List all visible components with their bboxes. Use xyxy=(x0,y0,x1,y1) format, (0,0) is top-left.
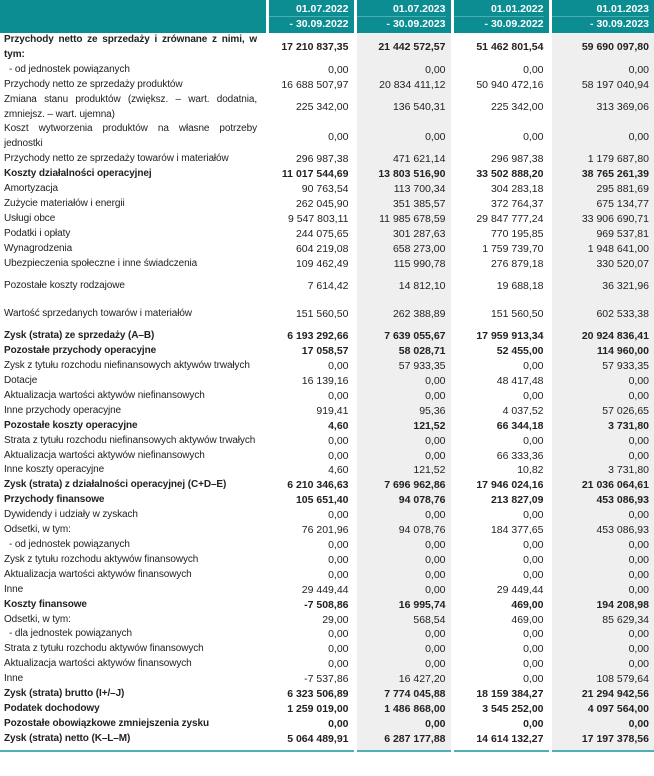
value-cell-period-1: 76 201,96 xyxy=(301,524,349,537)
table-row xyxy=(0,553,654,568)
table-row xyxy=(0,598,654,613)
value-cell-period-3: 0,00 xyxy=(523,389,544,402)
value-cell-period-4: 0,00 xyxy=(550,374,654,389)
row-label: Zużycie materiałów i energii xyxy=(4,197,125,209)
value-cell-period-3: 276 879,18 xyxy=(490,257,544,270)
value-cell-period-2: 0,00 xyxy=(355,627,452,642)
value-cell-period-4: 675 134,77 xyxy=(550,197,654,212)
row-label: Pozostałe obowiązkowe zmniejszenia zysku xyxy=(4,717,209,729)
header-empty-cell xyxy=(0,0,267,33)
value-cell-period-1: 0,00 xyxy=(328,643,349,656)
table-row xyxy=(0,672,654,687)
table-row xyxy=(0,93,654,123)
period-end: - 30.09.2022 xyxy=(269,16,349,31)
value-cell-period-4: 0,00 xyxy=(550,553,654,568)
value-cell-period-2: 0,00 xyxy=(355,583,452,598)
value-cell-period-1: 0,00 xyxy=(328,553,349,566)
value-cell-period-3: 29 449,44 xyxy=(496,583,544,596)
value-cell-period-2: 115 990,78 xyxy=(355,257,452,272)
table-row xyxy=(0,272,654,301)
value-cell-period-3: 469,00 xyxy=(511,613,544,626)
table-row xyxy=(0,449,654,464)
row-label: Podatek dochodowy xyxy=(4,702,100,714)
value-cell-period-2: 0,00 xyxy=(355,568,452,583)
table-row xyxy=(0,627,654,642)
value-cell-period-3: 50 940 472,16 xyxy=(476,78,544,91)
value-cell-period-4: 0,00 xyxy=(550,583,654,598)
value-cell-period-1: 262 045,90 xyxy=(295,197,349,210)
row-label: Aktualizacja wartości aktywów niefinansowych xyxy=(4,449,205,461)
row-label: Ubezpieczenia społeczne i inne świadczenia xyxy=(4,257,198,269)
value-cell-period-2: 0,00 xyxy=(355,508,452,523)
row-label: Wynagrodzenia xyxy=(4,242,73,254)
value-cell-period-2: 113 700,34 xyxy=(355,182,452,197)
row-label: Dywidendy i udziały w zyskach xyxy=(4,509,138,521)
column-header-period-4 xyxy=(550,0,654,33)
value-cell-period-1: 6 323 506,89 xyxy=(287,688,349,701)
value-cell-period-2: 0,00 xyxy=(355,122,452,152)
value-cell-period-1: 0,00 xyxy=(328,130,349,143)
row-label: Amortyzacja xyxy=(4,183,58,195)
value-cell-period-2: 121,52 xyxy=(355,463,452,478)
value-cell-period-4: 0,00 xyxy=(550,122,654,152)
table-row xyxy=(0,583,654,598)
table-row xyxy=(0,478,654,493)
value-cell-period-3: 0,00 xyxy=(523,434,544,447)
value-cell-period-1: 5 064 489,91 xyxy=(287,732,349,745)
value-cell-period-3: 18 159 384,27 xyxy=(476,688,544,701)
value-cell-period-4: 59 690 097,80 xyxy=(550,33,654,63)
value-cell-period-2: 0,00 xyxy=(355,434,452,449)
value-cell-period-1: 604 219,08 xyxy=(295,242,349,255)
value-cell-period-3: 19 688,18 xyxy=(496,279,544,292)
value-cell-period-3: 296 987,38 xyxy=(490,153,544,166)
value-cell-period-1: 6 210 346,63 xyxy=(287,479,349,492)
value-cell-period-2: 0,00 xyxy=(355,717,452,732)
row-label: Aktualizacja wartości aktywów finansowych xyxy=(4,658,192,670)
value-cell-period-1: -7 508,86 xyxy=(304,598,349,611)
value-cell-period-4: 453 086,93 xyxy=(550,493,654,508)
value-cell-period-1: 0,00 xyxy=(328,389,349,402)
value-cell-period-4: 0,00 xyxy=(550,538,654,553)
row-label: Inne xyxy=(4,583,24,595)
table-row xyxy=(0,359,654,374)
value-cell-period-4: 0,00 xyxy=(550,389,654,404)
value-cell-period-1: 0,00 xyxy=(328,628,349,641)
value-cell-period-3: 0,00 xyxy=(523,509,544,522)
value-cell-period-4: 58 197 040,94 xyxy=(550,78,654,93)
value-cell-period-4: 1 948 641,00 xyxy=(550,242,654,257)
value-cell-period-1: 7 614,42 xyxy=(307,279,349,292)
value-cell-period-1: 90 763,54 xyxy=(301,183,349,196)
row-label: Przychody finansowe xyxy=(4,494,105,506)
table-row xyxy=(0,642,654,657)
value-cell-period-4: 38 765 261,39 xyxy=(550,167,654,182)
table-row xyxy=(0,197,654,212)
value-cell-period-1: 0,00 xyxy=(328,449,349,462)
value-cell-period-3: 304 283,18 xyxy=(490,183,544,196)
value-cell-period-1: 919,41 xyxy=(316,404,349,417)
row-label: Podatki i opłaty xyxy=(4,227,71,239)
value-cell-period-1: 29,00 xyxy=(322,613,349,626)
table-row xyxy=(0,374,654,389)
value-cell-period-1: 0,00 xyxy=(328,568,349,581)
value-cell-period-4: 4 097 564,00 xyxy=(550,702,654,717)
value-cell-period-4: 57 933,35 xyxy=(550,359,654,374)
value-cell-period-3: 225 342,00 xyxy=(490,101,544,114)
value-cell-period-2: 0,00 xyxy=(355,657,452,672)
table-row xyxy=(0,33,654,63)
value-cell-period-3: 0,00 xyxy=(523,658,544,671)
value-cell-period-1: 0,00 xyxy=(328,539,349,551)
value-cell-period-4: 0,00 xyxy=(550,642,654,657)
value-cell-period-1: 105 651,40 xyxy=(295,494,349,507)
table-row xyxy=(0,717,654,732)
value-cell-period-4: 969 537,81 xyxy=(550,227,654,242)
value-cell-period-3: 0,00 xyxy=(523,360,544,373)
row-label: Zysk z tytułu rozchodu aktywów finansowych xyxy=(4,553,199,565)
row-label: Pozostałe koszty operacyjne xyxy=(4,419,138,431)
value-cell-period-4: 453 086,93 xyxy=(550,523,654,538)
value-cell-period-1: 151 560,50 xyxy=(295,308,349,321)
table-row xyxy=(0,419,654,434)
value-cell-period-4: 57 026,65 xyxy=(550,404,654,419)
value-cell-period-4: 3 731,80 xyxy=(550,463,654,478)
row-label: Zysk (strata) ze sprzedaży (A–B) xyxy=(4,330,155,342)
value-cell-period-4: 17 197 378,56 xyxy=(550,732,654,751)
value-cell-period-1: 4,60 xyxy=(328,419,349,432)
table-row xyxy=(0,404,654,419)
value-cell-period-3: 0,00 xyxy=(523,553,544,566)
value-cell-period-2: 94 078,76 xyxy=(355,493,452,508)
period-start: 01.01.2022 xyxy=(490,3,544,15)
value-cell-period-3: 0,00 xyxy=(523,130,544,143)
table-row xyxy=(0,63,654,78)
value-cell-period-1: 0,00 xyxy=(328,360,349,373)
row-label: Zysk (strata) brutto (I+/–J) xyxy=(4,688,125,700)
value-cell-period-2: 0,00 xyxy=(355,538,452,553)
row-label: Pozostałe przychody operacyjne xyxy=(4,345,157,357)
value-cell-period-3: 0,00 xyxy=(523,673,544,686)
value-cell-period-2: 6 287 177,88 xyxy=(355,732,452,751)
value-cell-period-1: 16 139,16 xyxy=(301,375,349,388)
table-row xyxy=(0,687,654,702)
value-cell-period-2: 7 774 045,88 xyxy=(355,687,452,702)
value-cell-period-4: 114 960,00 xyxy=(550,344,654,359)
table-row xyxy=(0,538,654,553)
value-cell-period-2: 568,54 xyxy=(355,613,452,628)
value-cell-period-2: 0,00 xyxy=(355,553,452,568)
row-label: Przychody netto ze sprzedaży towarów i materiałów xyxy=(4,153,229,165)
table-row xyxy=(0,152,654,167)
value-cell-period-2: 471 621,14 xyxy=(355,152,452,167)
row-label: Zysk (strata) z działalności operacyjnej (C+D–E) xyxy=(4,479,227,491)
value-cell-period-4: 108 579,64 xyxy=(550,672,654,687)
value-cell-period-3: 4 037,52 xyxy=(502,404,544,417)
row-label: - od jednostek powiązanych xyxy=(9,539,130,550)
value-cell-period-1: 244 075,65 xyxy=(295,227,349,240)
value-cell-period-4: 0,00 xyxy=(550,657,654,672)
table-row xyxy=(0,167,654,182)
row-label: Zysk (strata) netto (K–L–M) xyxy=(4,732,131,744)
value-cell-period-3: 66 333,36 xyxy=(496,449,544,462)
table-header xyxy=(0,0,654,33)
value-cell-period-2: 136 540,31 xyxy=(355,93,452,123)
value-cell-period-3: 29 847 777,24 xyxy=(476,212,544,225)
value-cell-period-1: 11 017 544,69 xyxy=(281,168,349,181)
value-cell-period-1: 0,00 xyxy=(328,658,349,671)
table-row xyxy=(0,657,654,672)
value-cell-period-3: 0,00 xyxy=(523,63,544,76)
table-row xyxy=(0,329,654,344)
period-start: 01.07.2022 xyxy=(295,3,349,15)
value-cell-period-3: 10,82 xyxy=(517,464,544,477)
value-cell-period-3: 0,00 xyxy=(523,717,544,730)
table-row xyxy=(0,568,654,583)
value-cell-period-3: 51 462 801,54 xyxy=(476,41,544,54)
value-cell-period-2: 0,00 xyxy=(355,374,452,389)
value-cell-period-4: 36 321,96 xyxy=(550,272,654,301)
value-cell-period-2: 262 388,89 xyxy=(355,300,452,329)
table-row xyxy=(0,78,654,93)
table-row xyxy=(0,508,654,523)
value-cell-period-3: 14 614 132,27 xyxy=(476,732,544,745)
value-cell-period-3: 770 195,85 xyxy=(490,227,544,240)
value-cell-period-2: 13 803 516,90 xyxy=(355,167,452,182)
row-label: Pozostałe koszty rodzajowe xyxy=(4,279,125,291)
table-row xyxy=(0,732,654,751)
value-cell-period-2: 301 287,63 xyxy=(355,227,452,242)
value-cell-period-1: 109 462,49 xyxy=(295,257,349,270)
value-cell-period-4: 0,00 xyxy=(550,434,654,449)
value-cell-period-3: 0,00 xyxy=(523,643,544,656)
period-end: - 30.09.2023 xyxy=(357,16,446,31)
value-cell-period-3: 151 560,50 xyxy=(490,308,544,321)
value-cell-period-4: 21 294 942,56 xyxy=(550,687,654,702)
table-row xyxy=(0,702,654,717)
value-cell-period-1: 0,00 xyxy=(328,434,349,447)
row-label: Zysk z tytułu rozchodu niefinansowych aktywów trwałych xyxy=(4,360,250,372)
value-cell-period-3: 0,00 xyxy=(523,539,544,551)
value-cell-period-2: 0,00 xyxy=(355,63,452,78)
table-row xyxy=(0,122,654,152)
value-cell-period-2: 20 834 411,12 xyxy=(355,78,452,93)
value-cell-period-3: 3 545 252,00 xyxy=(482,702,544,715)
value-cell-period-2: 351 385,57 xyxy=(355,197,452,212)
row-label: Inne xyxy=(4,673,24,685)
row-label: - od jednostek powiązanych xyxy=(9,63,130,75)
row-label: Zmiana stanu produktów (zwiększ. – wart. dodatnia, zmniejsz. – wart. ujemna) xyxy=(4,93,257,120)
value-cell-period-2: 94 078,76 xyxy=(355,523,452,538)
row-label: Inne przychody operacyjne xyxy=(4,404,122,416)
column-header-period-3 xyxy=(452,0,550,33)
table-row xyxy=(0,463,654,478)
row-label: Usługi obce xyxy=(4,212,56,224)
value-cell-period-2: 57 933,35 xyxy=(355,359,452,374)
value-cell-period-4: 194 208,98 xyxy=(550,598,654,613)
value-cell-period-2: 7 639 055,67 xyxy=(355,329,452,344)
value-cell-period-3: 184 377,65 xyxy=(490,524,544,537)
row-label: Strata z tytułu rozchodu niefinansowych aktywów trwałych xyxy=(4,434,256,446)
table-row xyxy=(0,493,654,508)
value-cell-period-4: 0,00 xyxy=(550,63,654,78)
value-cell-period-4: 0,00 xyxy=(550,568,654,583)
value-cell-period-4: 0,00 xyxy=(550,449,654,464)
period-end: - 30.09.2022 xyxy=(454,16,544,31)
value-cell-period-3: 17 946 024,16 xyxy=(476,479,544,492)
value-cell-period-3: 469,00 xyxy=(511,598,544,611)
value-cell-period-4: 85 629,34 xyxy=(550,613,654,628)
row-label: Aktualizacja wartości aktywów niefinansowych xyxy=(4,389,205,401)
value-cell-period-3: 372 764,37 xyxy=(490,197,544,210)
value-cell-period-1: 225 342,00 xyxy=(295,101,349,114)
value-cell-period-3: 0,00 xyxy=(523,628,544,641)
period-start: 01.07.2023 xyxy=(392,3,446,15)
value-cell-period-2: 1 486 868,00 xyxy=(355,702,452,717)
row-label: Przychody netto ze sprzedaży produktów xyxy=(4,78,183,90)
table-row xyxy=(0,389,654,404)
value-cell-period-3: 1 759 739,70 xyxy=(482,242,544,255)
value-cell-period-1: 17 210 837,35 xyxy=(281,41,349,54)
value-cell-period-1: -7 537,86 xyxy=(304,673,349,686)
table-row xyxy=(0,434,654,449)
value-cell-period-3: 66 344,18 xyxy=(496,419,544,432)
value-cell-period-4: 0,00 xyxy=(550,627,654,642)
value-cell-period-3: 213 827,09 xyxy=(490,494,544,507)
row-label: Dotacje xyxy=(4,375,38,387)
value-cell-period-4: 295 881,69 xyxy=(550,182,654,197)
value-cell-period-2: 658 273,00 xyxy=(355,242,452,257)
row-label: Odsetki, w tym: xyxy=(4,524,71,536)
value-cell-period-4: 0,00 xyxy=(550,508,654,523)
value-cell-period-2: 14 812,10 xyxy=(355,272,452,301)
value-cell-period-1: 17 058,57 xyxy=(301,345,349,358)
row-label: Strata z tytułu rozchodu aktywów finansowych xyxy=(4,643,204,655)
value-cell-period-2: 11 985 678,59 xyxy=(355,212,452,227)
value-cell-period-3: 48 417,48 xyxy=(496,375,544,388)
table-row xyxy=(0,523,654,538)
value-cell-period-1: 1 259 019,00 xyxy=(287,702,349,715)
table-body xyxy=(0,33,654,751)
value-cell-period-4: 0,00 xyxy=(550,717,654,732)
value-cell-period-1: 0,00 xyxy=(328,509,349,522)
table-row xyxy=(0,227,654,242)
table-row xyxy=(0,182,654,197)
table-row xyxy=(0,257,654,272)
row-label: Aktualizacja wartości aktywów finansowych xyxy=(4,568,192,580)
value-cell-period-3: 33 502 888,20 xyxy=(476,168,544,181)
value-cell-period-2: 58 028,71 xyxy=(355,344,452,359)
table-row xyxy=(0,300,654,329)
row-label: Koszty działalności operacyjnej xyxy=(4,168,152,180)
value-cell-period-2: 0,00 xyxy=(355,642,452,657)
value-cell-period-4: 21 036 064,61 xyxy=(550,478,654,493)
value-cell-period-1: 16 688 507,97 xyxy=(281,78,349,91)
row-label: Koszty finansowe xyxy=(4,598,87,610)
value-cell-period-4: 313 369,06 xyxy=(550,93,654,123)
value-cell-period-3: 17 959 913,34 xyxy=(476,330,544,343)
value-cell-period-1: 4,60 xyxy=(328,464,349,477)
column-header-period-1 xyxy=(267,0,355,33)
row-label: Inne koszty operacyjne xyxy=(4,464,105,476)
value-cell-period-2: 95,36 xyxy=(355,404,452,419)
value-cell-period-2: 121,52 xyxy=(355,419,452,434)
period-end: - 30.09.2023 xyxy=(552,16,650,31)
value-cell-period-1: 29 449,44 xyxy=(301,583,349,596)
value-cell-period-2: 0,00 xyxy=(355,389,452,404)
value-cell-period-2: 0,00 xyxy=(355,449,452,464)
value-cell-period-2: 16 427,20 xyxy=(355,672,452,687)
value-cell-period-2: 21 442 572,57 xyxy=(355,33,452,63)
table-row xyxy=(0,242,654,257)
row-label: Przychody netto ze sprzedaży i zrównane z nimi, w tym: xyxy=(4,34,257,60)
row-label: - dla jednostek powiązanych xyxy=(9,628,132,640)
value-cell-period-4: 330 520,07 xyxy=(550,257,654,272)
period-start: 01.01.2023 xyxy=(596,3,649,15)
value-cell-period-4: 3 731,80 xyxy=(550,419,654,434)
row-label: Wartość sprzedanych towarów i materiałów xyxy=(4,308,192,320)
header-row xyxy=(0,0,654,33)
table-row xyxy=(0,212,654,227)
value-cell-period-4: 33 906 690,71 xyxy=(550,212,654,227)
value-cell-period-1: 9 547 803,11 xyxy=(287,212,349,225)
value-cell-period-1: 296 987,38 xyxy=(295,153,349,166)
table-row xyxy=(0,613,654,628)
table-row xyxy=(0,344,654,359)
row-label: Koszt wytworzenia produktów na własne potrzeby jednostki xyxy=(4,123,257,150)
value-cell-period-2: 16 995,74 xyxy=(355,598,452,613)
value-cell-period-4: 602 533,38 xyxy=(550,300,654,329)
row-label: Odsetki, w tym: xyxy=(4,613,71,625)
value-cell-period-4: 20 924 836,41 xyxy=(550,329,654,344)
value-cell-period-3: 52 455,00 xyxy=(496,345,544,358)
column-header-period-2 xyxy=(355,0,452,33)
value-cell-period-2: 7 696 962,86 xyxy=(355,478,452,493)
value-cell-period-1: 6 193 292,66 xyxy=(287,330,349,343)
value-cell-period-1: 0,00 xyxy=(328,63,349,76)
value-cell-period-4: 1 179 687,80 xyxy=(550,152,654,167)
value-cell-period-3: 0,00 xyxy=(523,568,544,581)
value-cell-period-1: 0,00 xyxy=(328,717,349,730)
